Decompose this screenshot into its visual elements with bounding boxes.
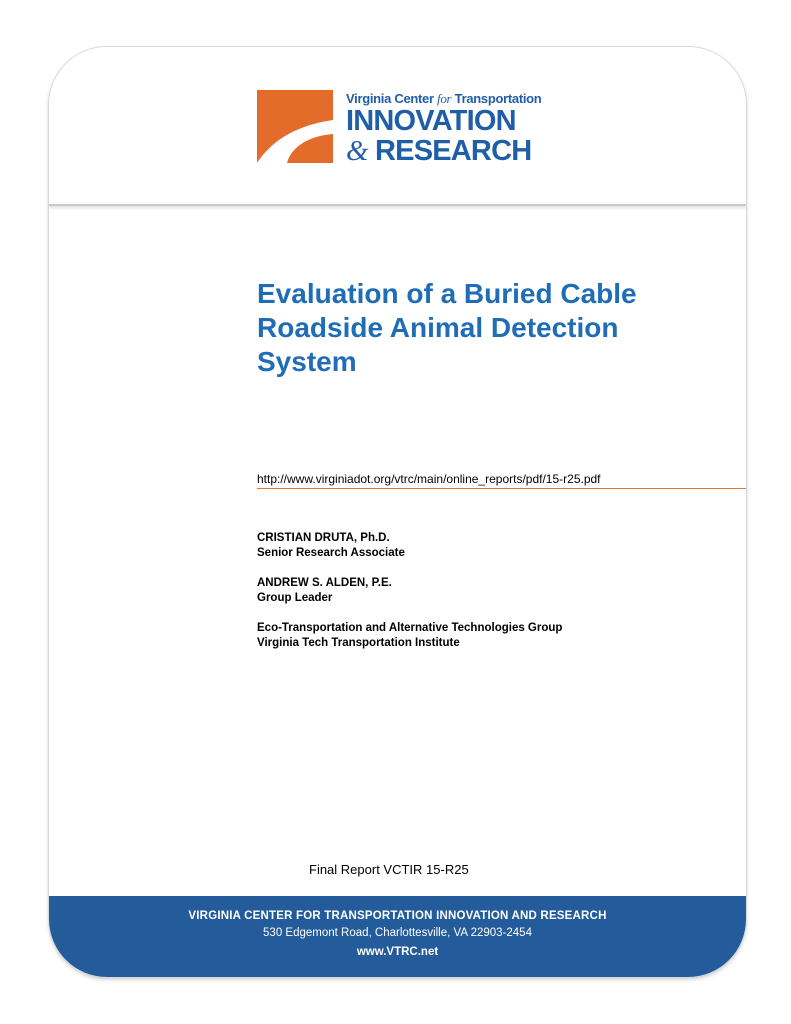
author-name: CRISTIAN DRUTA, Ph.D. xyxy=(257,532,390,544)
author-block-1 xyxy=(257,531,405,561)
author-block-2 xyxy=(257,576,392,606)
report-url-link[interactable]: http://www.virginiadot.org/vtrc/main/online_reports/pdf/15-r25.pdf xyxy=(257,472,601,486)
affiliation-institute: Virginia Tech Transportation Institute xyxy=(257,637,460,649)
vtrc-logo-wordmark xyxy=(346,92,541,166)
report-cover xyxy=(49,47,746,977)
report-number: Final Report VCTIR 15-R25 xyxy=(309,862,469,877)
author-name: ANDREW S. ALDEN, P.E. xyxy=(257,577,392,589)
vtrc-logo-icon xyxy=(257,90,333,163)
logo-innovation: INNOVATION xyxy=(346,105,516,137)
logo-subtitle: Virginia Center for Transportation xyxy=(346,91,542,106)
logo-research: & RESEARCH xyxy=(346,135,532,167)
author-role: Group Leader xyxy=(257,592,333,604)
footer-text xyxy=(49,908,746,961)
author-role: Senior Research Associate xyxy=(257,547,405,559)
footer-organization: VIRGINIA CENTER FOR TRANSPORTATION INNOVATION AND RESEARCH xyxy=(188,910,607,922)
affiliation-block xyxy=(257,621,562,651)
footer-website-link[interactable]: www.VTRC.net xyxy=(356,946,439,958)
orange-divider xyxy=(257,488,746,489)
report-title: Evaluation of a Buried Cable Roadside Animal Detection System xyxy=(257,278,637,377)
footer-address: 530 Edgemont Road, Charlottesville, VA 22903-2454 xyxy=(263,927,532,939)
header-band xyxy=(49,47,746,206)
footer-band xyxy=(49,896,746,977)
affiliation-group: Eco-Transportation and Alternative Technologies Group xyxy=(257,622,563,634)
